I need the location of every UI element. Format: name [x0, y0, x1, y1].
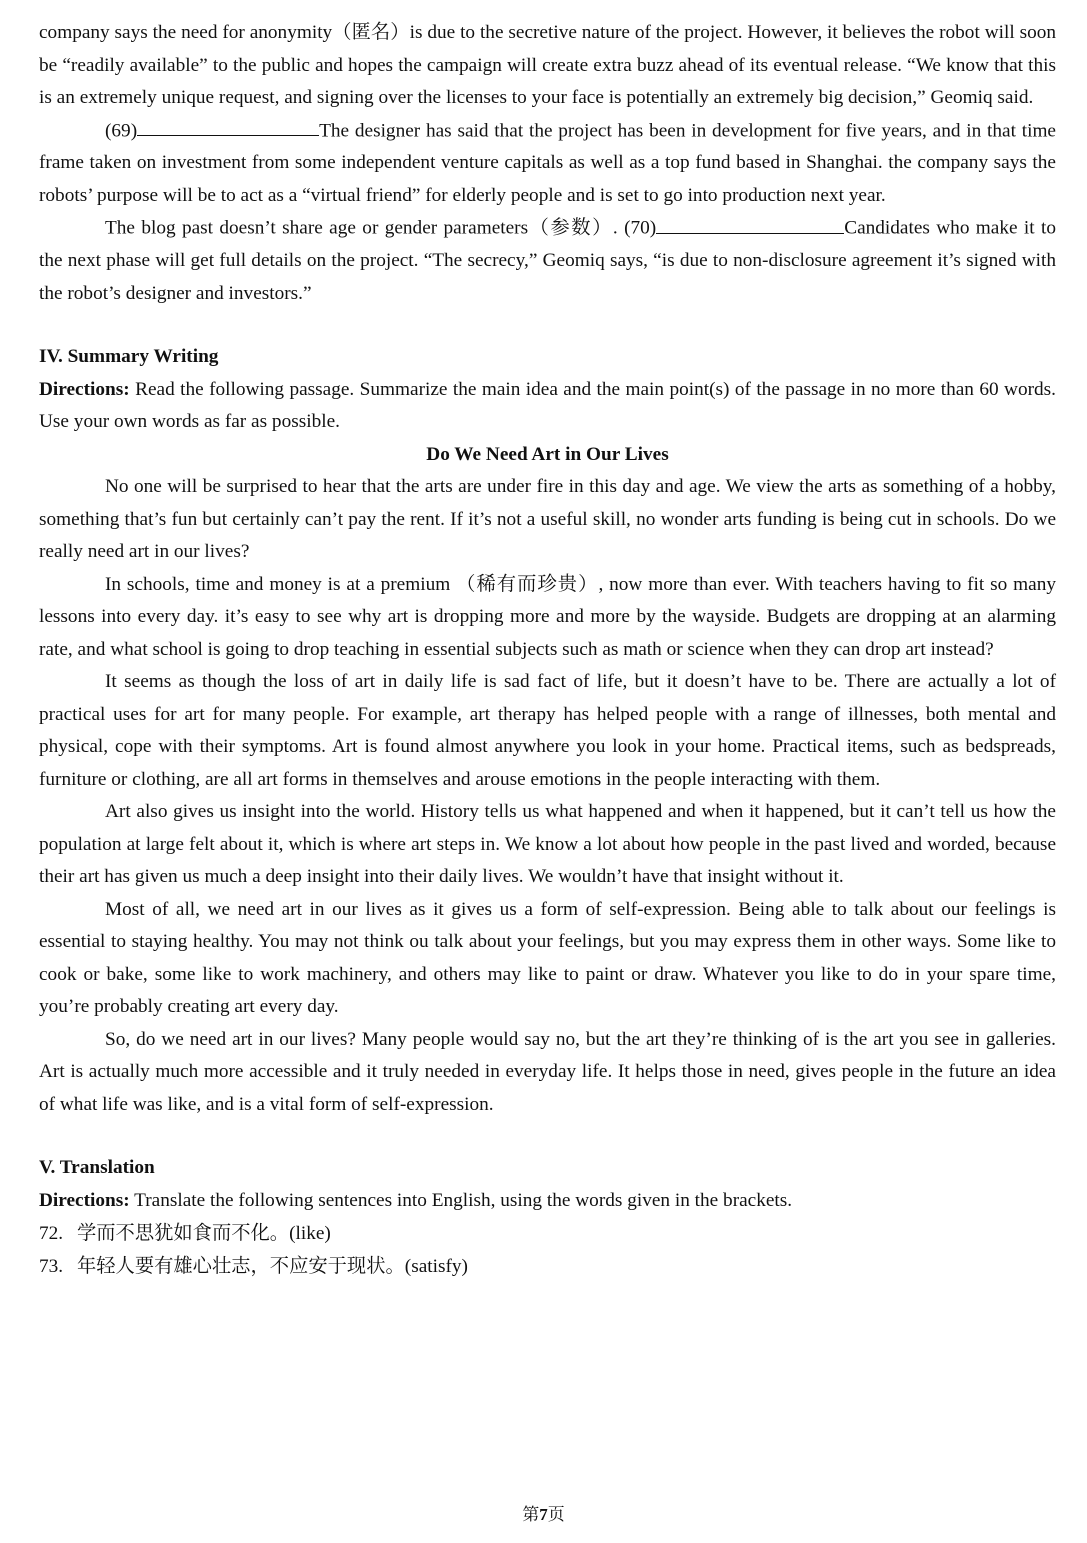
summary-paragraph: Most of all, we need art in our lives as it gives us a form of self-expression. Being able to talk about our feelings is essential to staying healthy. You may not think ou talk about your feelings, but you may express them in other ways. Some like to cook or bake, some like to work machinery, and others may like to paint or draw. Whatever you like to do in your spare time, you’re probably creating art every day.	[39, 898, 1056, 1017]
passage-text: The blog past doesn’t share age or gender parameters（参数）. (70)	[105, 217, 657, 239]
summary-paragraph: It seems as though the loss of art in daily life is sad fact of life, but it doesn’t have to be. There are actually a lot of practical uses for art for many people. For example, art therapy has helped people with a range of illnesses, both mental and physical, cope with their symptoms. Art is found almost anywhere you look in your home. Practical items, such as bedspreads, furniture or clothing, are all art forms in themselves and arouse emotions in the people interacting with them.	[39, 671, 1056, 790]
summary-paragraph: Art also gives us insight into the world. History tells us what happened and when it happened, but it can’t tell us how the population at large felt about it, which is where art steps in. We know a lot about how people in the past lived and worded, because their art has given us much a deep insight into their daily lives. We wouldn’t have that insight without it.	[39, 801, 1056, 887]
item-number: 73.	[39, 1256, 64, 1277]
passage-paragraph-69	[39, 115, 1056, 213]
page-footer	[0, 1500, 1087, 1525]
summary-paragraph: No one will be surprised to hear that the arts are under fire in this day and age. We view the arts as something of a hobby, something that’s fun but certainly can’t pay the rent. If it’s not a useful skill, no wonder arts funding is being cut in schools. Do we really need art in our lives?	[39, 476, 1056, 562]
directions-text: Read the following passage. Summarize the main idea and the main point(s) of the passage in no more than 60 words. Use your own words as far as possible.	[39, 378, 1056, 432]
page-number: 7	[539, 1505, 548, 1524]
summary-directions	[39, 374, 1056, 439]
directions-label: Directions:	[39, 1189, 130, 1211]
translation-item-72	[39, 1217, 1056, 1250]
summary-paragraph: So, do we need art in our lives? Many people would say no, but the art they’re thinking of is the art you see in galleries. Art is actually much more accessible and it truly needed in everyday life. It helps those in need, gives people in the future an idea of what life was like, and is a vital form of self-expression.	[39, 1028, 1056, 1115]
translation-directions	[39, 1185, 1056, 1218]
footer-suffix: 页	[547, 1505, 565, 1524]
directions-label: Directions:	[39, 378, 130, 400]
summary-paragraph: In schools, time and money is at a premium （稀有而珍贵）, now more than ever. With teachers having to fit so many lessons into every day. it’s easy to see why art is dropping more and more by the wayside. Budgets are dropping at an alarming rate, and what school is going to drop teaching in essential subjects such as math or science when they can drop art instead?	[39, 573, 1056, 660]
section-heading-summary: IV. Summary Writing	[39, 346, 219, 367]
section-heading-translation: V. Translation	[39, 1157, 155, 1178]
passage-text: Candidates who make it to the next phase will get full details on the project. “The secrecy,” Geomiq says, “is due to non-disclosure agreement it’s signed with the robot’s designer and investors.”	[39, 217, 1056, 304]
directions-text: Translate the following sentences into English, using the words given in the brackets.	[129, 1189, 793, 1211]
item-text: 年轻人要有雄心壮志，不应安于现状。(satisfy)	[77, 1256, 468, 1277]
passage-paragraph: company says the need for anonymity（匿名）is due to the secretive nature of the project. However, it believes the robot will soon be “readily available” to the public and hopes the campaign will create extra buzz ahead of its eventual release. “We know that this is an extremely unique request, and signing over the licenses to your face is potentially an extremely big decision,” Geomiq said.	[39, 22, 1056, 108]
item-number: 72.	[39, 1223, 64, 1244]
answer-blank-70[interactable]	[656, 212, 844, 233]
answer-blank-69[interactable]	[137, 115, 319, 136]
passage-title: Do We Need Art in Our Lives	[426, 443, 669, 465]
passage-text: The designer has said that the project has been in development for five years, and in that time frame taken on investment from some independent venture capitals as well as a top fund based in Shanghai. the company says the robots’ purpose will be to act as a “virtual friend” for elderly people and is set to go into production next year.	[39, 119, 1056, 206]
blank-number-69: (69)	[105, 119, 138, 141]
passage-paragraph-70	[39, 212, 1056, 310]
translation-item-73	[39, 1250, 1056, 1283]
footer-prefix: 第	[522, 1505, 540, 1524]
item-text: 学而不思犹如食而不化。(like)	[77, 1223, 331, 1244]
